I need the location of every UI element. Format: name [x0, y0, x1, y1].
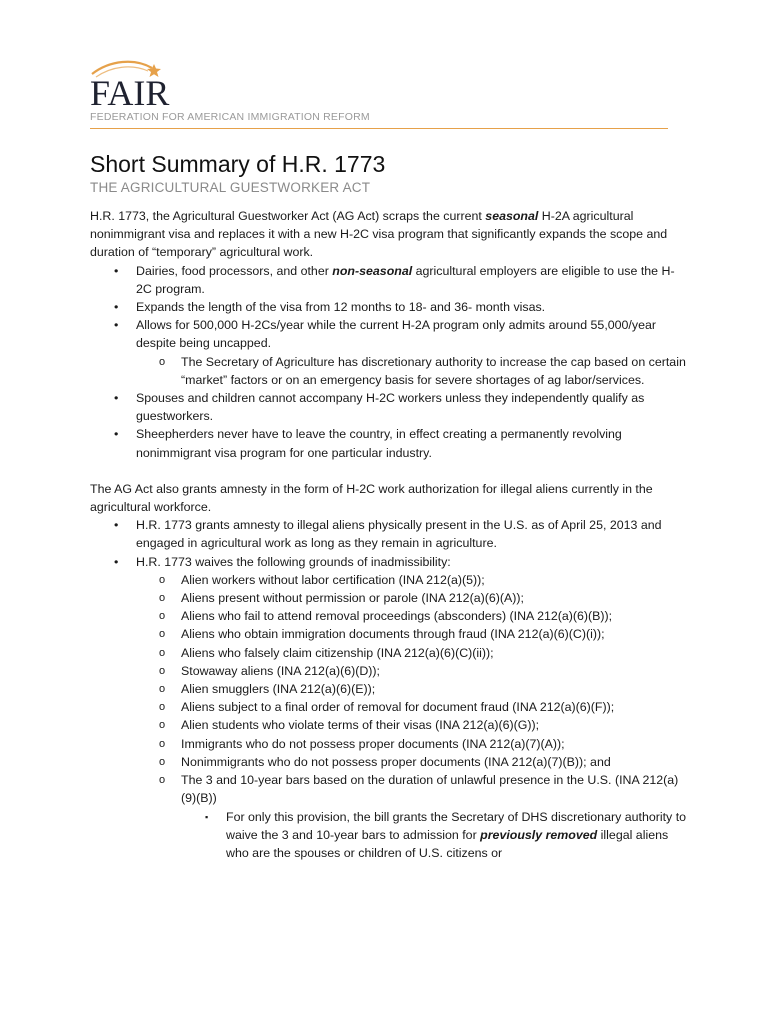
sub-list-item	[136, 571, 690, 589]
list-item	[90, 553, 690, 862]
circle-marker: o	[159, 573, 166, 586]
bullet-marker: •	[114, 300, 119, 315]
sub-sub-list-item	[181, 808, 690, 863]
list-item	[90, 425, 690, 461]
item-emphasis: non-seasonal	[332, 263, 413, 278]
item-text: Aliens present without permission or parole (INA 212(a)(6)(A));	[181, 591, 524, 606]
paragraph-gap	[90, 462, 690, 480]
sub-list-item	[136, 662, 690, 680]
sub-list-item	[136, 680, 690, 698]
sub-list-item	[136, 625, 690, 643]
logo-swoosh-star-icon	[90, 58, 190, 108]
bullet-marker: •	[114, 427, 119, 442]
circle-marker: o	[159, 355, 166, 368]
amnesty-list	[90, 516, 690, 862]
sub-list-item	[136, 353, 690, 389]
document-body	[90, 207, 690, 862]
item-text: Immigrants who do not possess proper documents (INA 212(a)(7)(A));	[181, 736, 565, 751]
circle-marker: o	[159, 774, 166, 787]
logo-text: FAIR	[90, 73, 170, 108]
item-text: illegal aliens who are the spouses or children of U.S. citizens or	[226, 827, 669, 860]
item-text: Nonimmigrants who do not possess proper documents (INA 212(a)(7)(B)); and	[181, 754, 611, 769]
sub-list-item	[136, 589, 690, 607]
sub-list-item	[136, 753, 690, 771]
item-text: agricultural employers are eligible to use the H-2C program.	[136, 263, 675, 296]
item-text: Sheepherders never have to leave the country, in effect creating a permanently revolving nonimmigrant visa program for one particular industry.	[136, 427, 622, 460]
item-text: Dairies, food processors, and other	[136, 263, 333, 278]
bullet-marker: •	[114, 554, 119, 569]
item-text: The Secretary of Agriculture has discretionary authority to increase the cap based on certain “market” factors or on an emergency basis for severe shortages of ag labor/services.	[181, 354, 686, 387]
organization-name: FEDERATION FOR AMERICAN IMMIGRATION REFORM	[90, 111, 370, 123]
item-text: Aliens subject to a final order of removal for document fraud (INA 212(a)(6)(F));	[181, 700, 615, 715]
item-text: Stowaway aliens (INA 212(a)(6)(D));	[181, 663, 380, 678]
square-marker: ▪	[205, 811, 209, 822]
list-item	[90, 262, 690, 298]
item-text: Aliens who falsely claim citizenship (INA 212(a)(6)(C)(ii));	[181, 645, 494, 660]
intro-paragraph	[90, 207, 690, 262]
circle-marker: o	[159, 664, 166, 677]
sub-list-item	[136, 735, 690, 753]
inadmissibility-grounds-list	[136, 571, 690, 862]
sub-list-item	[136, 644, 690, 662]
sub-list-item	[136, 716, 690, 734]
amnesty-paragraph: The AG Act also grants amnesty in the form of H-2C work authorization for illegal aliens currently in the agricultural workforce.	[90, 481, 653, 515]
bullet-marker: •	[114, 318, 119, 333]
bullet-marker: •	[114, 263, 119, 278]
page-subtitle: THE AGRICULTURAL GUESTWORKER ACT	[90, 180, 371, 195]
intro-text-1: H.R. 1773, the Agricultural Guestworker Act (AG Act) scraps the current	[90, 209, 486, 223]
list-item	[90, 298, 690, 316]
intro-text-2: H-2A agricultural nonimmigrant visa and replaces it with a new H-2C visa program that significantly expands the scope and duration of “temporary” agricultural work.	[90, 209, 668, 260]
intro-emphasis: seasonal	[485, 209, 539, 223]
sub-list	[136, 353, 690, 389]
item-text: Expands the length of the visa from 12 months to 18- and 36- month visas.	[136, 300, 546, 315]
header-divider	[90, 128, 668, 129]
list-item	[90, 516, 690, 552]
item-text: For only this provision, the bill grants the Secretary of DHS discretionary authority to waive the 3 and 10-year bars to admission for	[226, 809, 687, 842]
sub-sub-list	[181, 808, 690, 863]
circle-marker: o	[159, 610, 166, 623]
sub-list-item	[136, 698, 690, 716]
page-title: Short Summary of H.R. 1773	[90, 151, 386, 177]
bullet-marker: •	[114, 518, 119, 533]
sub-list-item	[136, 607, 690, 625]
circle-marker: o	[159, 701, 166, 714]
item-text: H.R. 1773 waives the following grounds of inadmissibility:	[136, 554, 451, 569]
item-text: Aliens who fail to attend removal proceedings (absconders) (INA 212(a)(6)(B));	[181, 609, 613, 624]
circle-marker: o	[159, 592, 166, 605]
item-text: Alien workers without labor certification (INA 212(a)(5));	[181, 572, 485, 587]
item-text: Spouses and children cannot accompany H-2C workers unless they independently qualify as guestworkers.	[136, 391, 645, 424]
circle-marker: o	[159, 719, 166, 732]
circle-marker: o	[159, 646, 166, 659]
item-emphasis: previously removed	[480, 827, 598, 842]
circle-marker: o	[159, 755, 166, 768]
item-text: Alien students who violate terms of their visas (INA 212(a)(6)(G));	[181, 718, 540, 733]
bullet-marker: •	[114, 391, 119, 406]
item-text: Aliens who obtain immigration documents through fraud (INA 212(a)(6)(C)(i));	[181, 627, 605, 642]
item-text: H.R. 1773 grants amnesty to illegal aliens physically present in the U.S. as of April 25, 2013 and engaged in agricultural work as long as they remain in agriculture.	[136, 518, 662, 551]
fair-logo	[90, 58, 190, 108]
h2c-program-list	[90, 262, 690, 462]
list-item	[90, 389, 690, 425]
circle-marker: o	[159, 628, 166, 641]
item-text: Alien smugglers (INA 212(a)(6)(E));	[181, 682, 376, 697]
item-text: The 3 and 10-year bars based on the duration of unlawful presence in the U.S. (INA 212(a)(9)(B))	[181, 773, 679, 806]
list-item	[90, 316, 690, 389]
sub-list-item	[136, 771, 690, 862]
item-text: Allows for 500,000 H-2Cs/year while the current H-2A program only admits around 55,000/year despite being uncapped.	[136, 318, 656, 351]
circle-marker: o	[159, 683, 166, 696]
circle-marker: o	[159, 737, 166, 750]
